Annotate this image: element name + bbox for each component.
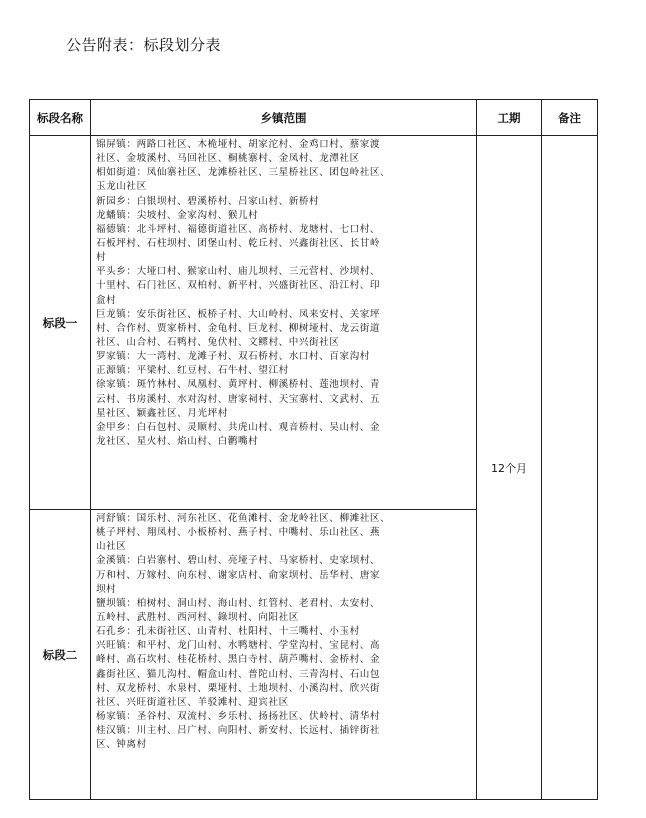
town-scope-line: 五岭村、武胜村、西河村、錄坝村、向阳社区 bbox=[96, 611, 299, 623]
town-scope-line: 平头乡：大垭口村、猴家山村、庙儿坝村、三元营村、沙坝村、 bbox=[96, 266, 381, 278]
town-scope-line: 山社区 bbox=[96, 541, 127, 553]
town-scope-line: 万和村、万嫁村、向东村、谢家店村、俞家坝村、岳华村、唐家 bbox=[96, 569, 381, 581]
town-scope-line: 鹽坝镇：柏树村、洞山村、海山村、红管村、老君村、太安村、 bbox=[96, 597, 381, 609]
town-scope-line: 相如街道：凤仙寨社区、龙滩桥社区、三星桥社区、团包岭社区、 bbox=[96, 167, 391, 179]
town-scope-line: 石板坪村、石柱坝村、团堡山村、乾丘村、兴鑫街社区、长甘岭 bbox=[96, 237, 381, 249]
town-scope-line: 金甲乡：白石包村、灵顺村、共虎山村、观音桥村、吴山村、金 bbox=[96, 421, 381, 433]
town-scope-line: 社区、金坡溪村、马回社区、桐桃寨村、金凤村、龙潭社区 bbox=[96, 153, 360, 165]
page-title: 公告附表：标段划分表 bbox=[66, 36, 222, 54]
town-scope-line: 玉龙山社区 bbox=[96, 181, 147, 193]
section-name-cell: 标段一 bbox=[30, 136, 91, 510]
town-scope-line: 村 bbox=[96, 252, 107, 264]
town-scope-line: 村、合作村、贾家桥村、金龟村、巨龙村、柳树垭村、龙云街道 bbox=[96, 322, 381, 334]
town-scope-line: 兴旺镇：和平村、龙门山村、水鸭塘村、学堂沟村、宝昆村、高 bbox=[96, 640, 381, 652]
town-scope-line: 云村、书房溪村、水对沟村、唐家祠村、天宝寨村、文武村、五 bbox=[96, 393, 381, 405]
section-division-table bbox=[29, 99, 598, 800]
section-name-cell: 标段二 bbox=[30, 510, 91, 800]
town-scope-text bbox=[96, 512, 473, 752]
town-scope-line: 锦屏镇：两路口社区、木桅垭村、胡家沱村、金鸡口村、蔡家渡 bbox=[96, 139, 381, 150]
header-row bbox=[30, 100, 598, 136]
remark-cell bbox=[542, 136, 598, 800]
town-scope-line: 石孔乡：孔未街社区、山青村、杜阳村、十三嘴村、小玉村 bbox=[96, 626, 360, 638]
town-scope-line: 社区、兴旺街道社区、羊驳滩村、迎宾社区 bbox=[96, 696, 289, 708]
header-section-name: 标段名称 bbox=[30, 100, 91, 136]
town-scope-line: 金溪镇：白岩寨村、碧山村、亮垭子村、马家桥村、史家坝村、 bbox=[96, 555, 381, 567]
town-scope-line: 区、钟离村 bbox=[96, 739, 147, 751]
town-scope-text bbox=[96, 138, 473, 449]
header-period: 工期 bbox=[477, 100, 542, 136]
town-scope-line: 社区、山合村、石鸭村、兔伏村、文鳏村、中兴街社区 bbox=[96, 336, 340, 348]
town-scope-line: 村、双龙桥村、水泉村、栗垭村、土地坝村、小溪沟村、欣兴街 bbox=[96, 682, 381, 694]
town-scope-line: 河舒镇：国乐村、河东社区、花鱼滩村、金龙岭社区、柳滩社区、 bbox=[96, 513, 391, 524]
town-scope-line: 新园乡：白银坝村、碧溪桥村、吕家山村、新桥村 bbox=[96, 195, 320, 207]
table-row bbox=[30, 136, 598, 510]
town-scope-line: 盒村 bbox=[96, 294, 117, 306]
town-scope-line: 龙蟠镇：尖坡村、金家沟村、猴儿村 bbox=[96, 209, 259, 221]
town-scope-line: 正源镇：平梁村、红豆村、石牛村、望江村 bbox=[96, 365, 289, 377]
header-remark: 备注 bbox=[542, 100, 598, 136]
town-scope-cell bbox=[91, 136, 477, 510]
town-scope-line: 龙社区、星火村、焰山村、白鹳嘴村 bbox=[96, 435, 259, 447]
town-scope-line: 星社区、颖鑫社区、月光坪村 bbox=[96, 407, 228, 419]
town-scope-cell bbox=[91, 510, 477, 800]
town-scope-line: 峰村、高石坎村、桂花桥村、黑白寺村、葫芦嘴村、金桥村、金 bbox=[96, 654, 381, 666]
header-town-scope: 乡镇范围 bbox=[91, 100, 477, 136]
town-scope-line: 桃子坪村、翔凤村、小板桥村、燕子村、中嘴村、乐山社区、燕 bbox=[96, 527, 381, 539]
town-scope-line: 巨龙镇：安乐街社区、板桥子村、大山岭村、凤来安村、关家坪 bbox=[96, 308, 381, 320]
town-scope-line: 杨家镇：圣谷村、双流村、乡乐村、扬扬社区、伏岭村、清华村 bbox=[96, 710, 381, 722]
town-scope-line: 桂汉镇：川主村、吕广村、向阳村、新安村、长远村、插锌街社 bbox=[96, 725, 381, 737]
town-scope-line: 十里村、石门社区、双柏村、新平村、兴盛街社区、沿江村、印 bbox=[96, 280, 381, 292]
town-scope-line: 徐家镇：斑竹林村、凤凰村、黄坪村、柳溪桥村、莲池坝村、青 bbox=[96, 379, 381, 391]
town-scope-line: 坝村 bbox=[96, 583, 117, 595]
town-scope-line: 鑫街社区、猫儿沟村、帽盒山村、普陀山村、三青沟村、石山包 bbox=[96, 668, 381, 680]
town-scope-line: 罗家镇：大一湾村、龙滩子村、双石桥村、水口村、百家沟村 bbox=[96, 351, 370, 363]
period-cell: 12个月 bbox=[477, 136, 542, 800]
town-scope-line: 福德镇：北斗坪村、福德街道社区、高桥村、龙塘村、七口村、 bbox=[96, 223, 381, 235]
